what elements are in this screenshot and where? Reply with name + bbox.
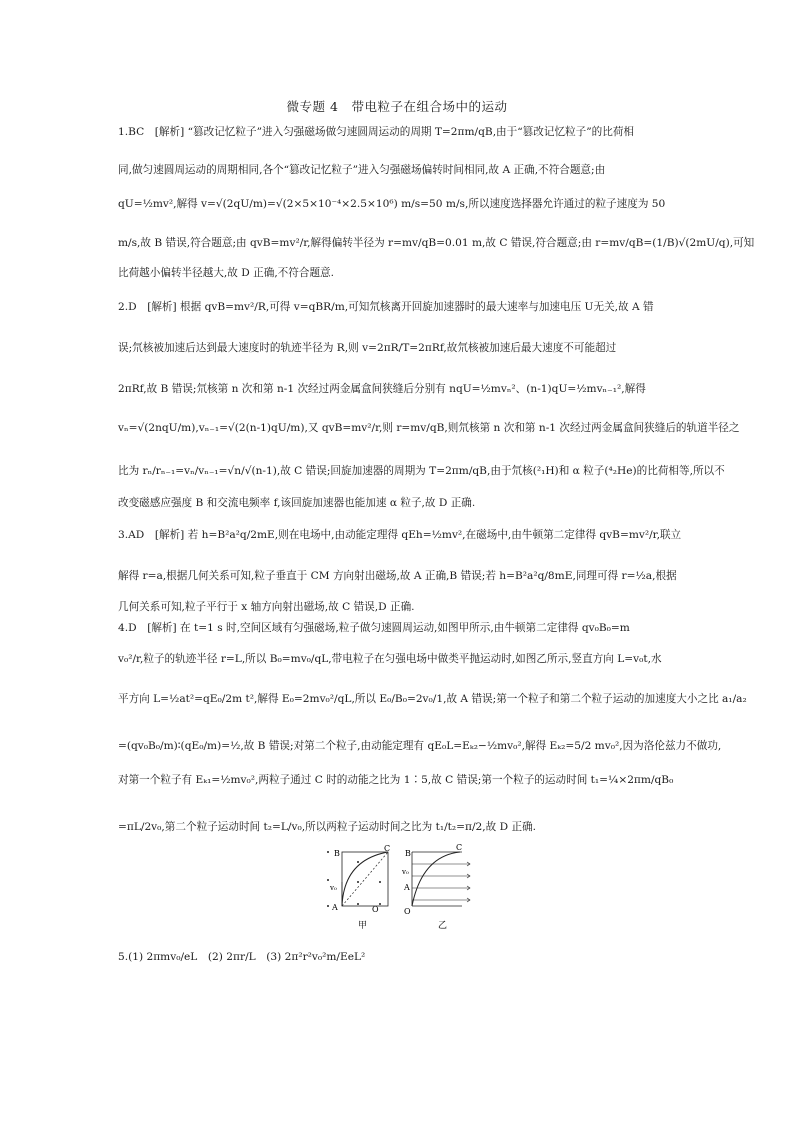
label-b-right: B	[405, 849, 411, 858]
label-o-left: O	[372, 905, 379, 914]
text-line: =(qv₀B₀/m)∶(qE₀/m)=½,故 B 错误;对第二个粒子,由动能定理有 qE₀L=Eₖ₂−½mv₀²,解得 Eₖ₂=5/2 mv₀²,因为洛伦兹力不做功,	[118, 740, 722, 752]
text-line: 2.D [解析] 根据 qvB=mv²/R,可得 v=qBR/m,可知氘核离开回旋加速器时的最大速率与加速电压 U无关,故 A 错	[118, 301, 654, 313]
text-line: 比为 rₙ/rₙ₋₁=vₙ/vₙ₋₁=√n/√(n-1),故 C 错误;回旋加速器的周期为 T=2πm/qB,由于氘核(²₁H)和 α 粒子(⁴₂He)的比荷相等,所以不	[118, 465, 725, 477]
field-diagram	[322, 842, 478, 932]
text-line: 解得 r=a,根据几何关系可知,粒子垂直于 CM 方向射出磁场,故 A 正确,B 错误;若 h=B²a²q/8mE,同理可得 r=½a,根据	[118, 570, 677, 582]
figure-jia-yi	[322, 842, 478, 932]
label-c-left: C	[384, 844, 391, 853]
text-line: m/s,故 B 错误,符合题意;由 qvB=mv²/r,解得偏转半径为 r=mv/qB=0.01 m,故 C 错误,符合题意;由 r=mv/qB=(1/B)√(2mU/q),可知	[118, 237, 755, 249]
label-v0-left: v₀	[330, 884, 337, 892]
label-o-right: O	[404, 907, 411, 916]
panel-yi	[401, 843, 470, 931]
label-a-right: A	[404, 883, 410, 892]
text-line: 比荷越小偏转半径越大,故 D 正确,不符合题意.	[118, 267, 335, 279]
caption-yi: 乙	[438, 921, 448, 931]
text-line: 平方向 L=½at²=qE₀/2m t²,解得 E₀=2mv₀²/qL,所以 E₀/B₀=2v₀/1,故 A 错误;第一个粒子和第二个粒子运动的加速度大小之比 a₁/a₂	[118, 693, 747, 705]
answer-5: 5.(1) 2πmv₀/eL (2) 2πr/L (3) 2π²r²v₀²m/EeL²	[118, 951, 366, 963]
text-line: 1.BC [解析] “篡改记忆粒子”进入匀强磁场做匀速圆周运动的周期 T=2πm/qB,由于“篡改记忆粒子”的比荷相	[118, 126, 635, 138]
text-line: qU=½mv²,解得 v=√(2qU/m)=√(2×5×10⁻⁴×2.5×10⁶) m/s=50 m/s,所以速度选择器允许通过的粒子速度为 50	[118, 198, 666, 210]
caption-jia: 甲	[358, 921, 368, 931]
text-line: 对第一个粒子有 Eₖ₁=½mv₀²,两粒子通过 C 时的动能之比为 1∶5,故 C 错误;第一个粒子的运动时间 t₁=¼×2πm/qB₀	[118, 774, 674, 786]
label-v0-right: v₀	[402, 868, 409, 876]
text-line: 4.D [解析] 在 t=1 s 时,空间区域有匀强磁场,粒子做匀速圆周运动,如图甲所示,由牛顿第二定律得 qv₀B₀=m	[118, 622, 630, 634]
text-line: 2πRf,故 B 错误;氘核第 n 次和第 n-1 次经过两金属盒间狭缝后分别有 nqU=½mvₙ²、(n-1)qU=½mvₙ₋₁²,解得	[118, 383, 646, 395]
panel-jia	[327, 844, 390, 931]
text-line: v₀²/r,粒子的轨迹半径 r=L,所以 B₀=mv₀/qL,带电粒子在匀强电场中做类平抛运动时,如图乙所示,竖直方向 L=v₀t,水	[118, 653, 662, 665]
label-a-left: A	[332, 903, 338, 912]
text-line: 3.AD [解析] 若 h=B²a²q/2mE,则在电场中,由动能定理得 qEh=½mv²,在磁场中,由牛顿第二定律得 qvB=mv²/r,联立	[118, 529, 682, 541]
text-line: 改变磁感应强度 B 和交流电频率 f,该回旋加速器也能加速 α 粒子,故 D 正确.	[118, 497, 476, 509]
text-line: 误;氘核被加速后达到最大速度时的轨迹半径为 R,则 v=2πR/T=2πRf,故氘核被加速后最大速度不可能超过	[118, 342, 617, 354]
page-title: 微专题 4 带电粒子在组合场中的运动	[286, 99, 508, 114]
text-line: vₙ=√(2nqU/m),vₙ₋₁=√(2(n-1)qU/m),又 qvB=mv²/r,则 r=mv/qB,则氘核第 n 次和第 n-1 次经过两金属盒间狭缝后的轨道半径之	[118, 422, 740, 434]
label-c-right: C	[456, 843, 463, 852]
label-b-left: B	[334, 849, 340, 858]
text-line: =πL/2v₀,第二个粒子运动时间 t₂=L/v₀,所以两粒子运动时间之比为 t₁/t₂=π/2,故 D 正确.	[118, 821, 537, 833]
text-line: 几何关系可知,粒子平行于 x 轴方向射出磁场,故 C 错误,D 正确.	[118, 601, 415, 613]
text-line: 同,做匀速圆周运动的周期相同,各个“篡改记忆粒子”进入匀强磁场偏转时间相同,故 A 正确,不符合题意;由	[118, 164, 606, 176]
